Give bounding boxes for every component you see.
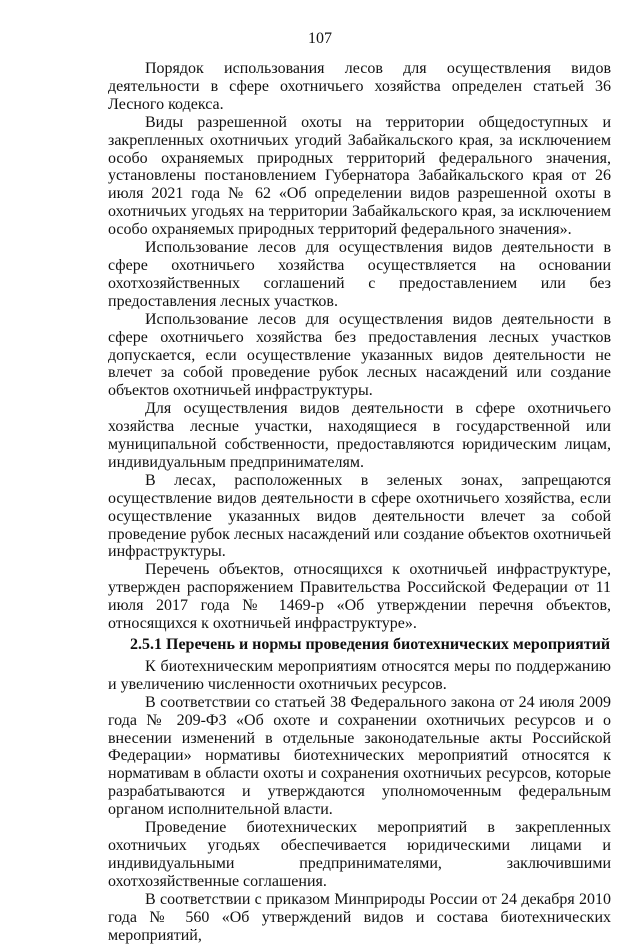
paragraph: Проведение биотехнических мероприятий в закрепленных охотничьих угодьях обеспечивается юридическими лицами и индивидуальными предпринимателями, заключившими охотхозяйственные соглашения. <box>108 819 611 890</box>
paragraph: Использование лесов для осуществления видов деятельности в сфере охотничьего хозяйства осуществляется на основании охотхозяйственных соглашений с предоставлением или без предоставления лесных участков. <box>108 239 611 310</box>
section-heading: 2.5.1 Перечень и нормы проведения биотехнических мероприятий <box>130 636 611 653</box>
page-number: 107 <box>308 30 332 47</box>
paragraph: Порядок использования лесов для осуществления видов деятельности в сфере охотничьего хозяйства определен статьей 36 Лесного кодекса. <box>108 60 611 113</box>
paragraph: В соответствии со статьей 38 Федерального закона от 24 июля 2009 года № 209-ФЗ «Об охоте и сохранении охотничьих ресурсов и о внесении изменений в отдельные законодательные акты Российской Федерации» нормативы биотехнических мероприятий относятся к нормативам в области охоты и сохранения охотничьих ресурсов, которые разрабатываются и утверждаются уполномоченным федеральным органом исполнительной власти. <box>108 693 611 819</box>
paragraph: К биотехническим мероприятиям относятся меры по поддержанию и увеличению численности охотничьих ресурсов. <box>108 657 611 693</box>
paragraph: Перечень объектов, относящихся к охотничьей инфраструктуре, утвержден распоряжением Правительства Российской Федерации от 11 июля 2017 года № 1469-р «Об утверждении перечня объектов, относящихся к охотничьей инфраструктуре». <box>108 561 611 633</box>
paragraph: Использование лесов для осуществления видов деятельности в сфере охотничьего хозяйства без предоставления лесных участков допускается, если осуществление указанных видов деятельности не влечет за собой проведение рубок лесных насаждений или создание объектов охотничьей инфраструктуры. <box>108 310 611 400</box>
page-body <box>108 60 611 944</box>
paragraph: В лесах, расположенных в зеленых зонах, запрещаются осуществление видов деятельности в сфере охотничьего хозяйства, если осуществление указанных видов деятельности влечет за собой проведение рубок лесных насаждений или создание объектов охотничьей инфраструктуры. <box>108 471 611 561</box>
paragraph: Виды разрешенной охоты на территории общедоступных и закрепленных охотничьих угодий Забайкальского края, за исключением особо охраняемых природных территорий федерального значения, установлены постановлением Губернатора Забайкальского края от 26 июля 2021 года № 62 «Об определении видов разрешенной охоты в охотничьих угодьях на территории Забайкальского края, за исключением особо охраняемых природных территорий федерального значения». <box>108 113 611 239</box>
paragraph: Для осуществления видов деятельности в сфере охотничьего хозяйства лесные участки, находящиеся в государственной или муниципальной собственности, предоставляются юридическим лицам, индивидуальным предпринимателям. <box>108 400 611 471</box>
paragraph: В соответствии с приказом Минприроды России от 24 декабря 2010 года № 560 «Об утверждений видов и состава биотехнических мероприятий, <box>108 890 611 944</box>
